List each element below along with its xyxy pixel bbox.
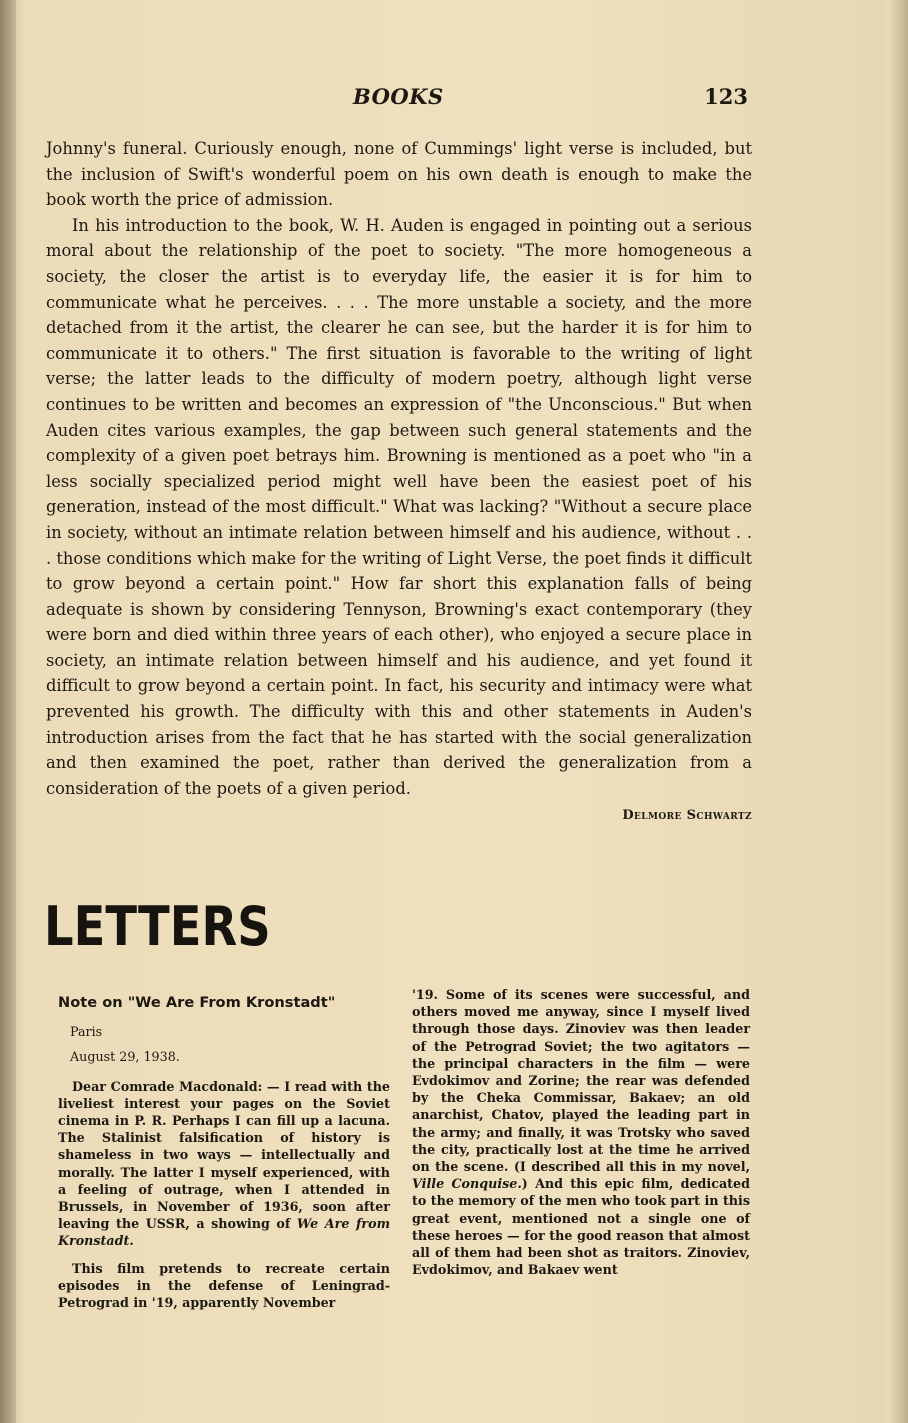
review-paragraph: Johnny's funeral. Curiously enough, none of Cummings' light verse is included, but the inclusion of Swift's wonderful poem on his own death is enough to make the book worth the price of admission. [46, 139, 752, 210]
book-review-text [46, 136, 752, 801]
page-header [58, 84, 748, 118]
film-title: We Are from Kronstadt. [58, 1216, 390, 1249]
letter-paragraph [412, 986, 750, 1278]
running-head: BOOKS [353, 84, 444, 109]
page-edge [886, 0, 908, 1423]
letter-place: Paris [70, 1024, 103, 1040]
letter-title: Note on "We Are From Kronstadt" [58, 994, 336, 1011]
book-spine-shadow [0, 0, 16, 1423]
letter-column-right [412, 986, 750, 1278]
letter-column-left [58, 986, 390, 1311]
page-number: 123 [704, 84, 748, 109]
letter-paragraph: This film pretends to recreate certain episodes in the defense of Leningrad-Petrograd in '19, apparently November [58, 1260, 390, 1311]
letter-text: Dear Comrade Macdonald: — I read with the liveliest interest your pages on the Soviet cinema in P. R. Perhaps I can fill up a lacuna. The Stalinist falsification of history is shameless in two ways — intellectually and morally. The latter I myself experienced, with a feeling of outrage, when I attended in Brussels, in November of 1936, soon after leaving the USSR, a showing of [58, 1078, 390, 1232]
letter-text: '19. Some of its scenes were successful, and others moved me anyway, since I myself lived through those days. Zinoviev was then leader of the Petrograd Soviet; the two agitators — the principal characters in the film — were Evdokimov and Zorine; the rear was defended by the Cheka Commissar, Bakaev; an old anarchist, Chatov, played the leading part in the army; and finally, it was Trotsky who saved the city, practically lost at the time he arrived on the scene. (I described all this in my novel, [412, 987, 750, 1175]
novel-title: Ville Conquise. [412, 1176, 522, 1192]
letter-date: August 29, 1938. [70, 1049, 180, 1065]
letter-paragraph [58, 1078, 390, 1250]
reviewer-signature: Delmore Schwartz [622, 808, 752, 823]
review-paragraph: In his introduction to the book, W. H. Auden is engaged in pointing out a serious moral about the relationship of the poet to society. "The more homogeneous a society, the closer the artist is to everyday life, the easier it is for him to communicate what he perceives. . . . The more unstable a society, and the more detached from it the artist, the clearer he can see, but the harder it is for him to communicate it to others." The first situation is favorable to the writing of light verse; the latter leads to the difficulty of modern poetry, although light verse continues to be written and becomes an expression of "the Unconscious." But when Auden cites various examples, the gap between such general statements and the complexity of a given poet betrays him. Browning is mentioned as a poet who "in a less socially specialized period might well have been the easiest poet of his generation, instead of the most difficult." What was lacking? "Without a secure place in society, without an intimate relation between himself and his audience, without . . . those conditions which make for the writing of Light Verse, the poet finds it difficult to grow beyond a certain point." How far short this explanation falls of being adequate is shown by considering Tennyson, Browning's exact contemporary (they were born and died within three years of each other), who enjoyed a secure place in society, an intimate relation between himself and his audience, and yet found it difficult to grow beyond a certain point. In fact, his security and intimacy were what prevented his growth. The difficulty with this and other statements in Auden's introduction arises from the fact that he has started with the social generalization and then examined the poet, rather than derived the generalization from a consideration of the poets of a given period. [46, 215, 752, 798]
letter-text: ) And this epic film, dedicated to the memory of the men who took part in this great event, mentioned not a single one of these heroes — for the good reason that almost all of them had been shot as traitors. Zinoviev, Evdokimov, and Bakaev went [412, 1176, 750, 1278]
section-heading-letters: LETTERS [44, 895, 271, 958]
